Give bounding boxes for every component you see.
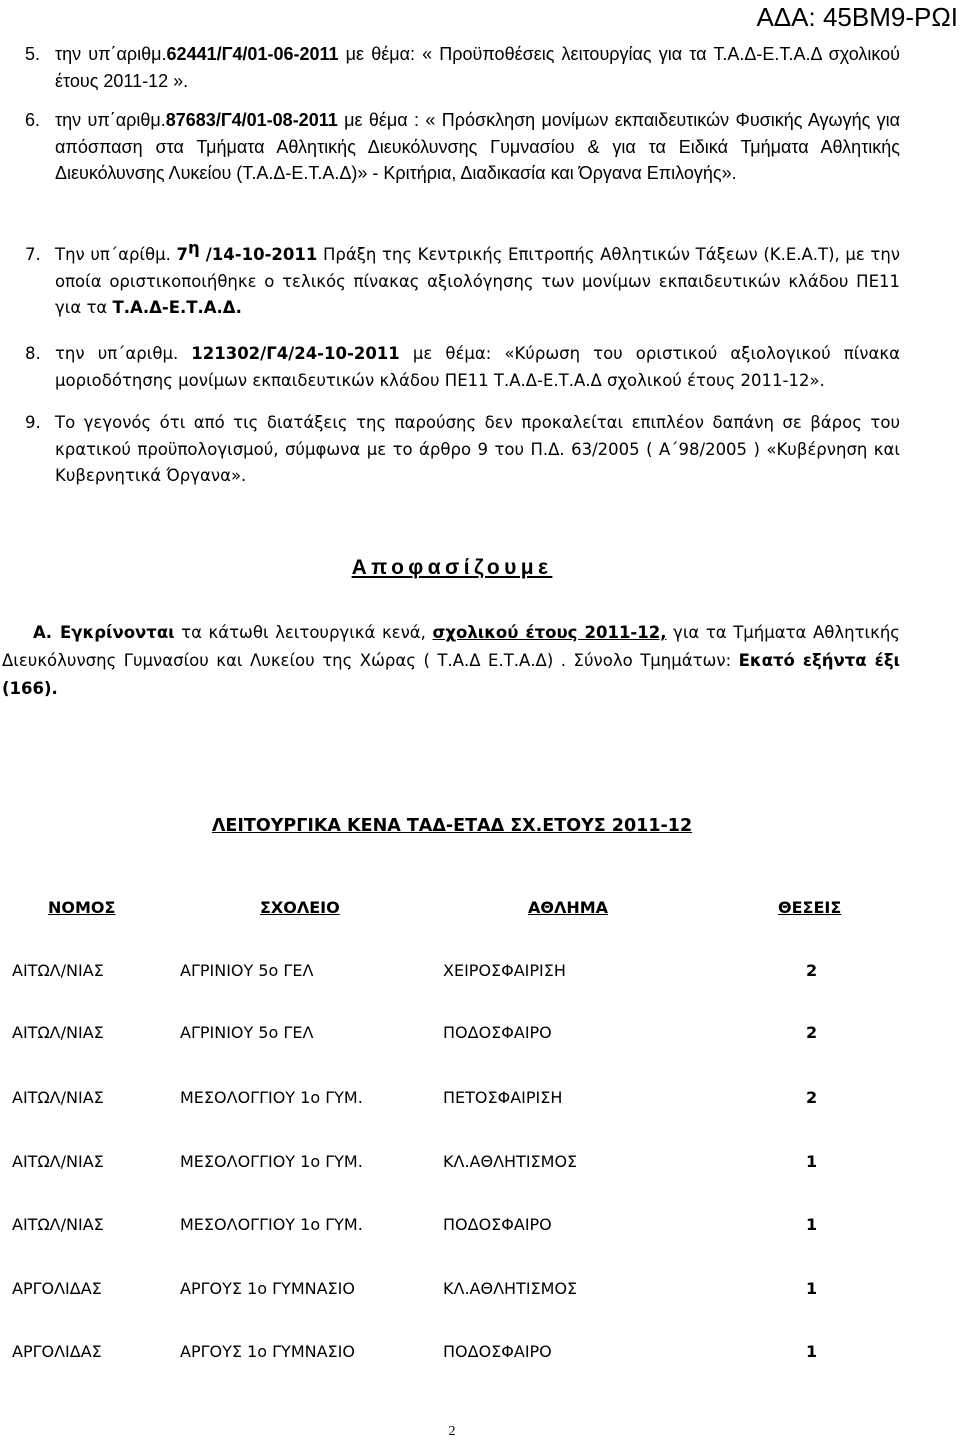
cell-positions: 2 (806, 1088, 818, 1107)
cell-positions: 1 (806, 1152, 818, 1171)
cell-school: ΜΕΣΟΛΟΓΓΙΟΥ 1ο ΓΥΜ. (180, 1215, 363, 1234)
cell-school: ΑΓΡΙΝΙΟΥ 5ο ΓΕΛ (180, 1023, 314, 1042)
cell-positions: 2 (806, 961, 818, 980)
header-school: ΣΧΟΛΕΙΟ (260, 898, 340, 917)
item-number: 6. (25, 110, 41, 130)
cell-nomos: ΑΙΤΩΛ/ΝΙΑΣ (12, 961, 104, 980)
list-item-5 (25, 41, 900, 95)
header-sport: ΑΘΛΗΜΑ (528, 898, 609, 917)
table-row (12, 1342, 852, 1372)
decision-heading: Αποφασίζουμε (351, 556, 553, 579)
item-number: 5. (25, 44, 41, 64)
cell-school: ΑΡΓΟΥΣ 1ο ΓΥΜΝΑΣΙΟ (180, 1279, 355, 1298)
cell-sport: ΚΛ.ΑΘΛΗΤΙΣΜΟΣ (443, 1279, 578, 1298)
cell-nomos: ΑΙΤΩΛ/ΝΙΑΣ (12, 1215, 104, 1234)
cell-sport: ΠΟΔΟΣΦΑΙΡΟ (443, 1342, 552, 1361)
cell-positions: 1 (806, 1279, 818, 1298)
table-row (12, 1152, 852, 1182)
table-header-row (12, 898, 852, 928)
cell-school: ΑΡΓΟΥΣ 1ο ΓΥΜΝΑΣΙΟ (180, 1342, 355, 1361)
table-row (12, 1088, 852, 1118)
item-text: την υπ΄αριθμ. 121302/Γ4/24-10-2011 με θέμα: «Κύρωση του οριστικού αξιολογικού πίνακα μοριοδότησης μονίμων εκπαιδευτικών κλάδου ΠΕ11 Τ.Α.Δ-Ε.Τ.Α.Δ σχολικού έτους 2011-12». (55, 344, 900, 390)
table-row (12, 961, 852, 991)
cell-sport: ΠΕΤΟΣΦΑΙΡΙΣΗ (443, 1088, 563, 1107)
list-item-7 (25, 238, 900, 322)
cell-school: ΜΕΣΟΛΟΓΓΙΟΥ 1ο ΓΥΜ. (180, 1152, 363, 1171)
item-text: Την υπ΄αρίθμ. $7^\eta$ /14-10-2011 Πράξη της Κεντρικής Επιτροπής Αθλητικών Τάξεων (Κ.Ε.Α.Τ), με την οποία οριστικοποιήθηκε ο τελικός πίνακας αξιολόγησης των μονίμων εκπαιδευτικών κλάδου ΠΕ11 για τα Τ.Α.Δ-Ε.Τ.Α.Δ. (55, 238, 900, 317)
cell-sport: ΚΛ.ΑΘΛΗΤΙΣΜΟΣ (443, 1152, 578, 1171)
table-title: ΛΕΙΤΟΥΡΓΙΚΑ ΚΕΝΑ ΤΑΔ-ΕΤΑΔ ΣΧ.ΕΤΟΥΣ 2011-12 (211, 816, 693, 836)
cell-positions: 1 (806, 1342, 818, 1361)
approve-word: Εγκρίνονται (60, 623, 175, 642)
item-text: Το γεγονός ότι από τις διατάξεις της παρούσης δεν προκαλείται επιπλέον δαπάνη σε βάρος του κρατικού προϋπολογισμού, σύμφωνα με το άρθρο 9 του Π.Δ. 63/2005 ( Α΄98/2005 ) «Κυβέρνηση και Κυβερνητικά Όργανα». (55, 413, 900, 485)
total-sections: Εκατό εξήντα έξι (166). (2, 651, 900, 698)
header-positions: ΘΕΣΕΙΣ (778, 898, 842, 917)
item-text: την υπ΄αριθμ.87683/Γ4/01-08-2011 με θέμα : « Πρόσκληση μονίμων εκπαιδευτικών Φυσικής Αγωγής για απόσπαση στα Τμήματα Αθλητικής Διευκόλυνσης Γυμνασίου & για τα Ειδικά Τμήματα Αθλητικής Διευκόλυνσης Λυκείου (Τ.Α.Δ-Ε.Τ.Α.Δ)» - Κριτήρια, Διαδικασία και Όργανα Επιλογής». (55, 110, 901, 183)
cell-positions: 1 (806, 1215, 818, 1234)
page-number: 2 (448, 1424, 456, 1439)
cell-sport: ΧΕΙΡΟΣΦΑΙΡΙΣΗ (443, 961, 566, 980)
cell-nomos: ΑΙΤΩΛ/ΝΙΑΣ (12, 1023, 104, 1042)
item-number: 7. (25, 245, 41, 264)
school-year: σχολικού έτους 2011-12, (432, 623, 667, 642)
header-nomos: ΝΟΜΟΣ (48, 898, 116, 917)
item-number: 9. (25, 413, 41, 432)
cell-school: ΜΕΣΟΛΟΓΓΙΟΥ 1ο ΓΥΜ. (180, 1088, 363, 1107)
cell-sport: ΠΟΔΟΣΦΑΙΡΟ (443, 1215, 552, 1234)
cell-nomos: ΑΙΤΩΛ/ΝΙΑΣ (12, 1152, 104, 1171)
cell-sport: ΠΟΔΟΣΦΑΙΡΟ (443, 1023, 552, 1042)
table-row (12, 1023, 852, 1053)
cell-nomos: ΑΡΓΟΛΙΔΑΣ (12, 1342, 102, 1361)
list-item-9 (25, 410, 900, 490)
cell-positions: 2 (806, 1023, 818, 1042)
ada-code: ΑΔΑ: 45ΒΜ9-ΡΩΙ (756, 2, 958, 32)
list-item-6 (25, 107, 900, 213)
cell-nomos: ΑΙΤΩΛ/ΝΙΑΣ (12, 1088, 104, 1107)
item-number: 8. (25, 344, 41, 363)
cell-nomos: ΑΡΓΟΛΙΔΑΣ (12, 1279, 102, 1298)
cell-school: ΑΓΡΙΝΙΟΥ 5ο ΓΕΛ (180, 961, 314, 980)
decision-paragraph-a: Α. Εγκρίνονται τα κάτωθι λειτουργικά κενά, σχολικού έτους 2011-12, για τα Τμήματα Αθλητικής Διευκόλυνσης Γυμνασίου και Λυκείου της Χώρας ( Τ.Α.Δ Ε.Τ.Α.Δ) . Σύνολο Τμημάτων: Εκατό εξήντα έξι (166). (2, 623, 900, 698)
table-row (12, 1279, 852, 1309)
paragraph-letter: Α. (32, 623, 52, 642)
item-text: την υπ΄αριθμ.62441/Γ4/01-06-2011 με θέμα: « Προϋποθέσεις λειτουργίας για τα Τ.Α.Δ-Ε.Τ.Α.Δ σχολικού έτους 2011-12 ». (55, 44, 900, 91)
list-item-8 (25, 341, 900, 395)
table-row (12, 1215, 852, 1245)
